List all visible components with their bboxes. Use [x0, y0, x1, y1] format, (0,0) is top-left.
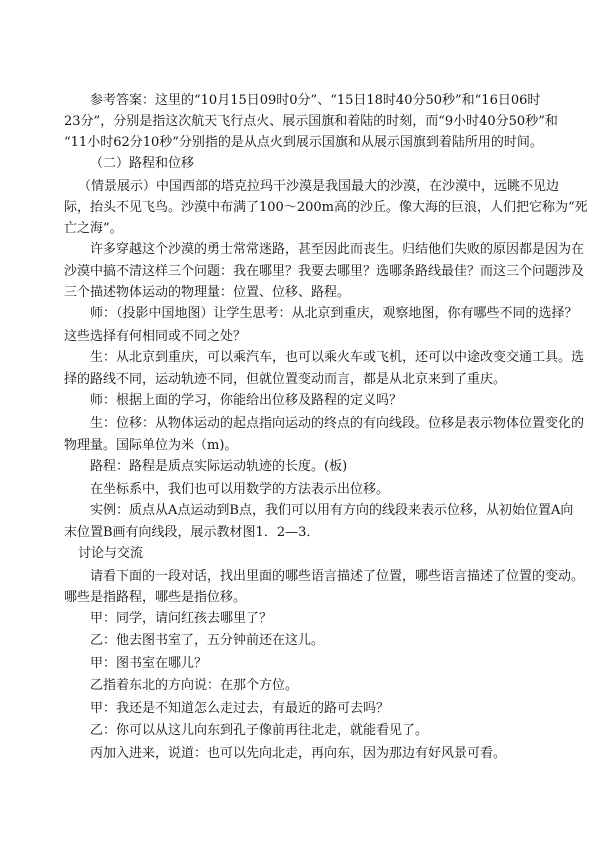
text-line: 请看下面的一段对话，找出里面的哪些语言描述了位置，哪些语言描述了位置的变动。: [90, 568, 585, 584]
text-line: 在坐标系中，我们也可以用数学的方法表示出位移。: [90, 481, 390, 497]
dialogue-line: 丙加入进来，说道：也可以先向北走，再向东，因为那边有好风景可看。: [90, 745, 507, 761]
section-heading: 讨论与交流: [78, 546, 144, 561]
text-line: 生：位移：从物体运动的起点指向运动的终点的有向线段。位移是表示物体位置变化的: [90, 415, 585, 431]
text-line: 生：从北京到重庆，可以乘汽车，也可以乘火车或飞机，还可以中途改变交通工具。选: [90, 349, 585, 365]
text-line: 际，抬头不见飞鸟。沙漠中布满了100～200m高的沙丘。像大海的巨浪，人们把它称为“死: [64, 199, 588, 215]
text-line: 三个描述物体运动的物理量：位置、位移、路程。: [64, 285, 351, 300]
text-line: 许多穿越这个沙漠的勇士常常迷路，甚至因此而丧生。归结他们失败的原因都是因为在: [90, 241, 585, 257]
text-line: 23分”，分别是指这次航天飞行点火、展示国旗和着陆的时刻，而“9小时40分50秒”和: [64, 114, 558, 129]
text-line: 哪些是指路程，哪些是指位移。: [64, 589, 247, 605]
dialogue-line: 乙：你可以从这儿向东到孔子像前再往北走，就能看见了。: [90, 723, 429, 738]
section-heading: （二）路程和位移: [90, 156, 195, 171]
text-line: 沙漠中搞不清这样三个问题：我在哪里？我要去哪里？选哪条路线最佳？而这三个问题涉及: [64, 264, 585, 279]
text-line: 物理量。国际单位为米（m)。: [64, 438, 238, 453]
text-line: 末位置B画有向线段，展示教材图1．2—3．: [64, 525, 320, 540]
text-line: “11小时62分10秒”分别指的是从点火到展示国旗和从展示国旗到着陆所用的时间。: [64, 135, 543, 150]
dialogue-line: 甲：我还是不知道怎么走过去，有最近的路可去吗？: [90, 700, 390, 716]
text-line: 师：根据上面的学习，你能给出位移及路程的定义吗？: [90, 393, 403, 408]
dialogue-line: 甲：图书室在哪儿？: [90, 655, 208, 671]
text-line: 这些选择有何相同或不同之处？: [64, 328, 247, 344]
dialogue-line: 甲：同学，请问红孩去哪里了？: [90, 610, 273, 626]
text-line: 择的路线不同，运动轨迹不同，但就位置变动而言，都是从北京来到了重庆。: [64, 372, 507, 387]
text-line: 师：（投影中国地图）让学生思考：从北京到重庆，观察地图，你有哪些不同的选择？: [90, 306, 578, 321]
document-body: [64, 90, 588, 765]
text-line: 亡之海”。: [64, 220, 123, 236]
dialogue-line: 乙：他去图书室了，五分钟前还在这儿。: [90, 633, 325, 648]
text-line: 路程：路程是质点实际运动轨迹的长度。(板): [90, 459, 348, 474]
text-line: 参考答案：这里的“10月15日09时0分”、“15日18时40分50秒”和“16日06时: [90, 93, 541, 108]
dialogue-line: 乙指着东北的方向说：在那个方位。: [90, 678, 299, 693]
text-line: （情景展示）中国西部的塔克拉玛干沙漠是我国最大的沙漠，在沙漠中，远眺不见边: [78, 178, 560, 194]
text-line: 实例：质点从A点运动到B点，我们可以用有方向的线段来表示位移，从初始位置A向: [90, 502, 574, 518]
